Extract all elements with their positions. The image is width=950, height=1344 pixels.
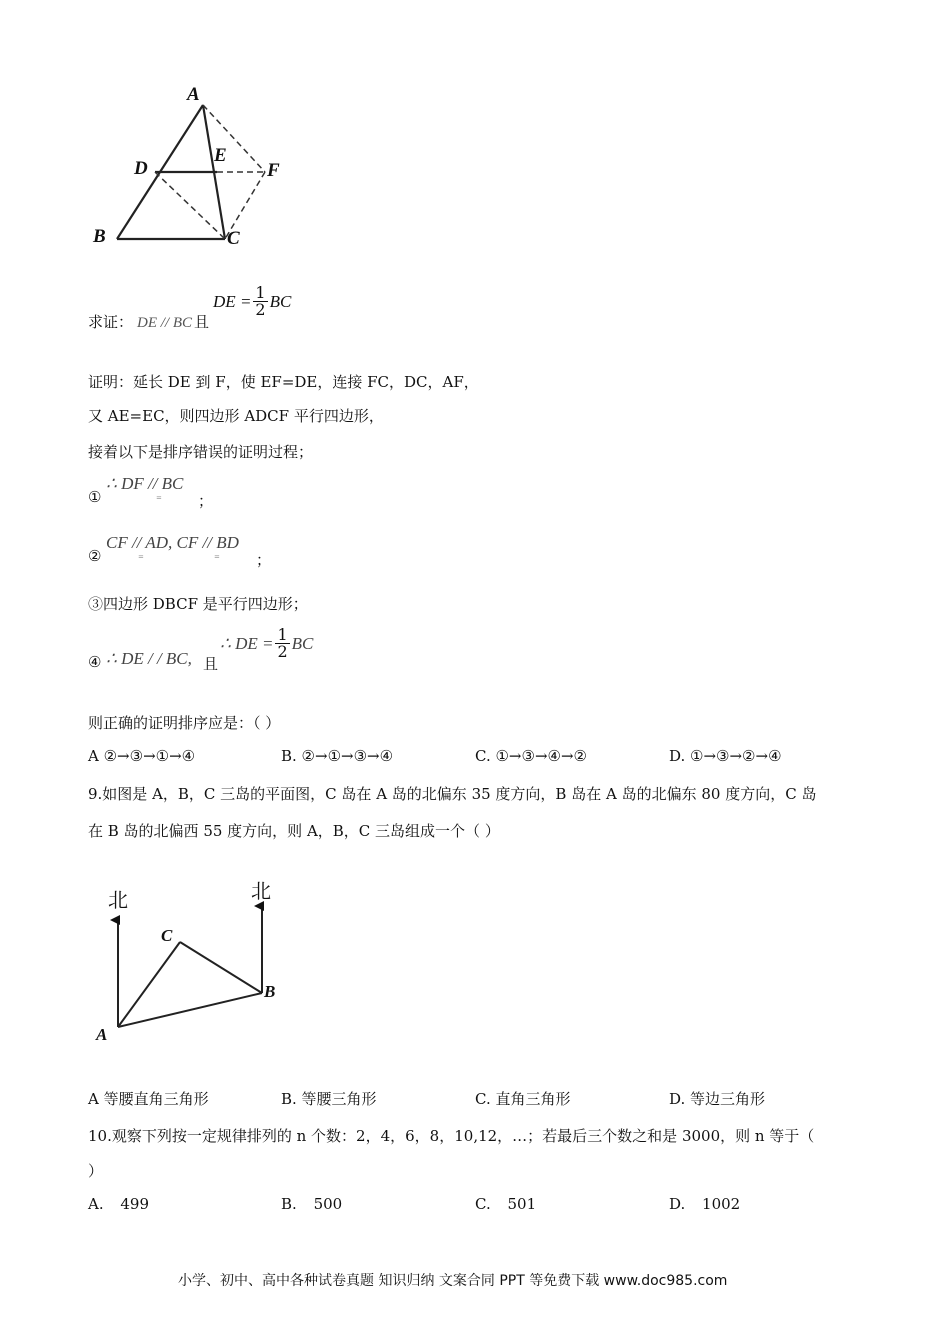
q10-option-b-letter: B. bbox=[281, 1195, 297, 1213]
segment-dc bbox=[155, 172, 225, 239]
q9-option-b[interactable]: B. 等腰三角形 bbox=[281, 1090, 377, 1108]
step-2-number: ② bbox=[88, 547, 102, 565]
step-4-result bbox=[220, 627, 313, 660]
q10-option-a-value: 499 bbox=[120, 1195, 150, 1213]
step-1-equal-mark: = bbox=[156, 494, 162, 502]
claim-line bbox=[88, 283, 292, 332]
q10-option-a[interactable] bbox=[88, 1195, 149, 1213]
claim-frac-den: 2 bbox=[255, 300, 266, 319]
q8-prompt: 则正确的证明排序应是：（ ） bbox=[88, 714, 281, 732]
step-2-equal-mark-2: = bbox=[214, 553, 220, 561]
step-2-end: ； bbox=[256, 551, 272, 569]
island-label-a: A bbox=[96, 1025, 108, 1044]
claim-formula bbox=[209, 285, 291, 318]
page-footer: 小学、初中、高中各种试卷真题 知识归纳 文案合同 PPT 等免费下载 www.doc985.com bbox=[178, 1273, 728, 1289]
claim-rhs: BC bbox=[269, 291, 292, 311]
step-4-lhs: ∴ DE = bbox=[220, 633, 274, 653]
q8-option-c[interactable]: C. ①→③→④→② bbox=[475, 747, 587, 765]
q9-line-2: 在 B 岛的北偏西 55 度方向，则 A，B，C 三岛组成一个（ ） bbox=[88, 822, 500, 840]
q10-option-b-value: 500 bbox=[313, 1195, 343, 1213]
q9-line-1: 9.如图是 A，B，C 三岛的平面图，C 岛在 A 岛的北偏东 35 度方向，B 岛在 A 岛的北偏东 80 度方向，C 岛 bbox=[88, 785, 817, 803]
north-label-a: 北 bbox=[108, 888, 128, 912]
step-4-conj: 且 bbox=[203, 655, 219, 673]
point-label-f: F bbox=[267, 160, 280, 181]
step-4-rhs: BC bbox=[291, 633, 314, 653]
north-label-b: 北 bbox=[251, 879, 271, 903]
q9-option-a[interactable]: A 等腰直角三角形 bbox=[88, 1090, 209, 1108]
q10-option-b[interactable] bbox=[281, 1195, 342, 1213]
claim-conj: 且 bbox=[194, 313, 210, 331]
step-2 bbox=[88, 531, 388, 571]
q10-option-d[interactable] bbox=[669, 1195, 740, 1213]
q10-option-c-value: 501 bbox=[507, 1195, 537, 1213]
q10-option-d-value: 1002 bbox=[702, 1195, 741, 1213]
island-label-b: B bbox=[264, 982, 276, 1001]
point-label-e: E bbox=[214, 145, 227, 166]
q10-option-c-letter: C. bbox=[475, 1195, 491, 1213]
q10-option-c[interactable] bbox=[475, 1195, 536, 1213]
step-1-end: ； bbox=[198, 492, 214, 510]
q10-line-1: 10.观察下列按一定规律排列的 n 个数：2，4，6，8，10,12，…；若最后三个数之和是 3000，则 n 等于（ bbox=[88, 1127, 815, 1145]
claim-parallel: DE // BC bbox=[137, 315, 193, 331]
step-2-equal-mark-1: = bbox=[138, 553, 144, 561]
claim-prefix: 求证： bbox=[88, 313, 134, 331]
step-4 bbox=[88, 625, 388, 675]
step-3: ③四边形 DBCF 是平行四边形； bbox=[88, 595, 308, 613]
segment-cb bbox=[180, 942, 262, 993]
q8-option-d[interactable]: D. ①→③→②→④ bbox=[669, 747, 782, 765]
q8-option-a[interactable]: A ②→③→①→④ bbox=[88, 747, 196, 765]
step-1 bbox=[88, 472, 348, 512]
point-label-d: D bbox=[134, 158, 148, 179]
island-label-c: C bbox=[161, 926, 173, 945]
proof-line-2: 又 AE=EC，则四边形 ADCF 平行四边形， bbox=[88, 407, 384, 425]
point-label-c: C bbox=[227, 228, 240, 249]
step-1-formula: ∴ DF // BC bbox=[106, 474, 184, 493]
step-1-number: ① bbox=[88, 488, 102, 506]
proof-line-1: 证明：延长 DE 到 F，使 EF=DE，连接 FC，DC，AF， bbox=[88, 373, 479, 391]
step-4-fraction bbox=[275, 627, 289, 660]
claim-fraction bbox=[253, 285, 267, 318]
q10-line-2: ） bbox=[88, 1162, 104, 1180]
step-4-formula: ∴ DE / / BC, bbox=[106, 649, 192, 668]
point-label-a: A bbox=[187, 84, 200, 105]
q9-option-c[interactable]: C. 直角三角形 bbox=[475, 1090, 571, 1108]
claim-lhs: DE = bbox=[213, 291, 252, 311]
step-4-frac-den: 2 bbox=[277, 642, 288, 661]
step-4-number: ④ bbox=[88, 653, 102, 671]
step-2-formula: CF // AD, CF // BD bbox=[106, 533, 239, 552]
q9-option-d[interactable]: D. 等边三角形 bbox=[669, 1090, 766, 1108]
proof-line-3: 接着以下是排序错误的证明过程； bbox=[88, 443, 314, 461]
point-label-b: B bbox=[93, 226, 106, 247]
q10-option-d-letter: D. bbox=[669, 1195, 686, 1213]
q8-option-b[interactable]: B. ②→①→③→④ bbox=[281, 747, 394, 765]
step-4-frac-num: 1 bbox=[277, 625, 288, 644]
claim-frac-num: 1 bbox=[255, 283, 266, 302]
q10-option-a-letter: A. bbox=[88, 1195, 104, 1213]
